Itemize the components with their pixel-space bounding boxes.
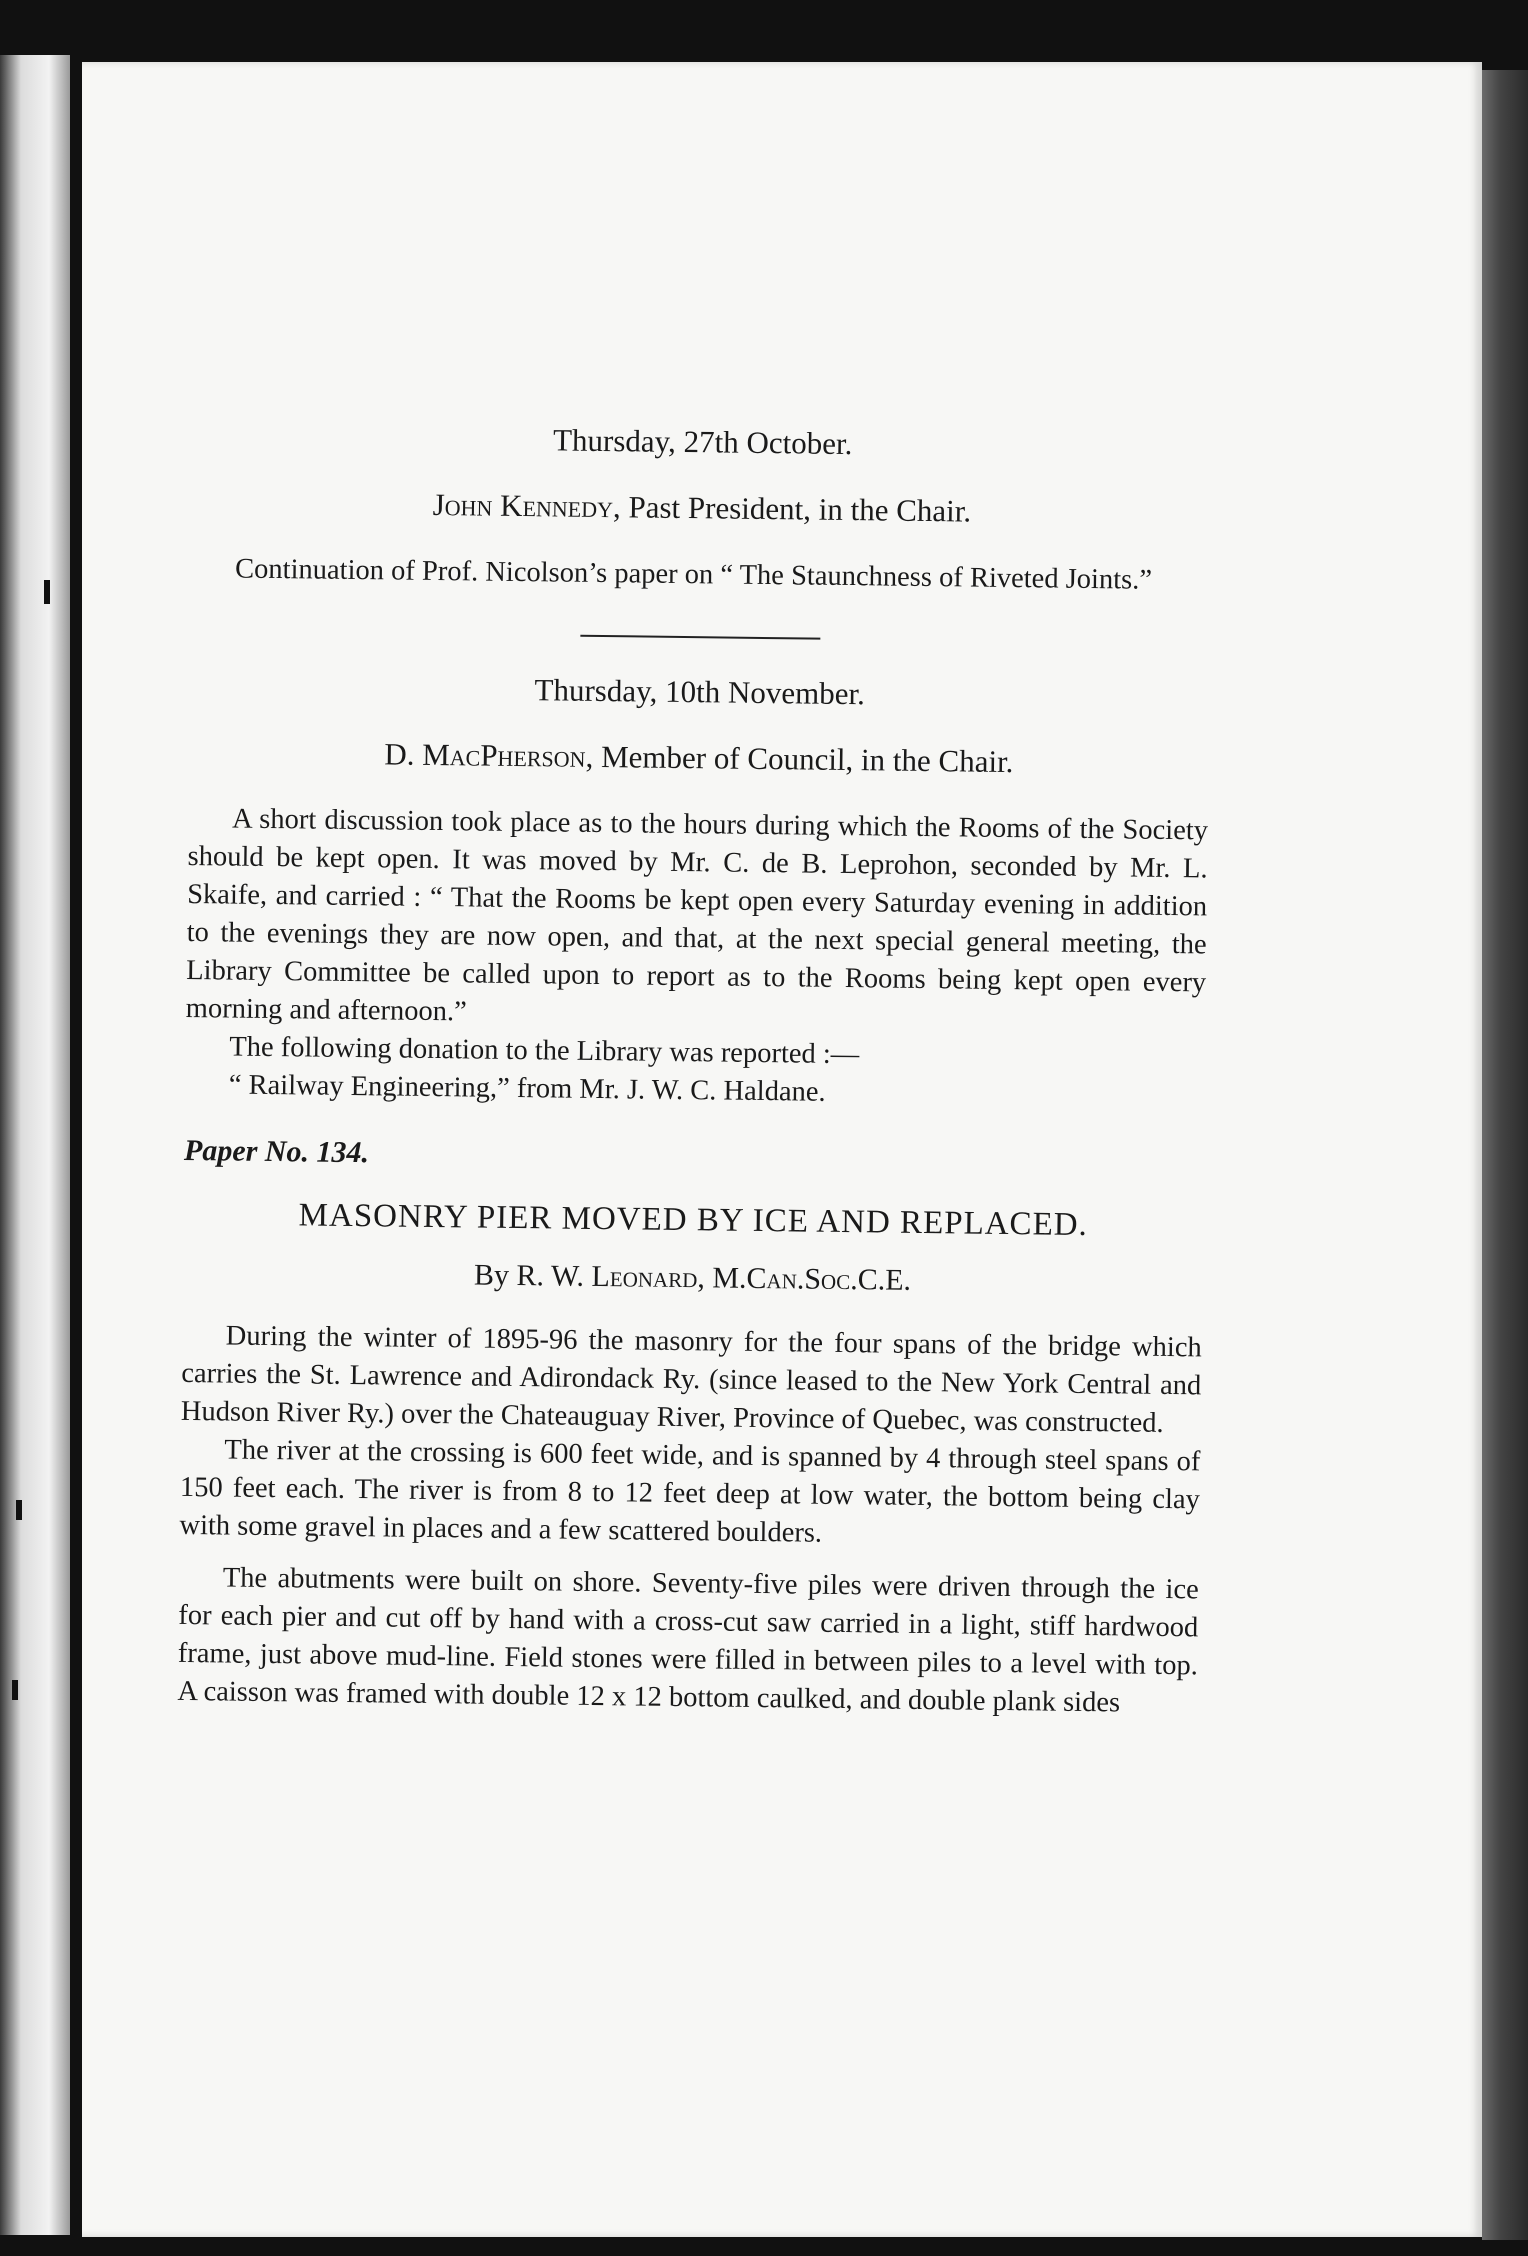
chair-role: , Member of Council, in the Chair. xyxy=(585,738,1014,780)
meeting-chair xyxy=(192,484,1212,532)
book-edge xyxy=(1482,70,1528,2240)
meeting-date: Thursday, 27th October. xyxy=(552,422,853,462)
section-divider xyxy=(580,635,820,640)
meeting-chair xyxy=(189,734,1209,782)
paper-paragraph: The abutments were built on shore. Seventy-five piles were driven through the ice for each pier and cut off by hand with a cross-cut saw carried in a light, stiff hardwood frame, just above mud-line. Field stones were filled in between piles to a level with top. A caisson was framed with double 12 x 12 bottom caulked, and double plank sides xyxy=(177,1562,1199,1719)
scan-mark xyxy=(1068,40,1090,43)
page-content xyxy=(177,418,1213,1723)
byline-prefix: By xyxy=(473,1258,517,1293)
scan-mark xyxy=(44,580,50,604)
paper-byline xyxy=(182,1255,1202,1301)
chair-name: John Kennedy xyxy=(432,486,614,525)
meeting-paragraph: Continuation of Prof. Nicolson’s paper on “ The Staunchness of Riveted Joints.” xyxy=(234,553,1153,596)
paper-title: MASONRY PIER MOVED BY ICE AND REPLACED. xyxy=(298,1197,1089,1243)
meeting-date: Thursday, 10th November. xyxy=(534,672,866,712)
paper-paragraph: During the winter of 1895-96 the masonry for the four spans of the bridge which carries the St. Lawrence and Adirondack Ry. (since leased to the New York Central and Hudson River Ry.) over the Chateauguay River, Province of Quebec, was constructed. xyxy=(180,1320,1202,1439)
left-page-edge xyxy=(0,55,70,2235)
scan-mark xyxy=(838,12,841,26)
meeting-paragraph: “ Railway Engineering,” from Mr. J. W. C. Haldane. xyxy=(228,1069,826,1108)
paper-author: R. W. Leonard, M.Can.Soc.C.E. xyxy=(516,1259,912,1297)
scan-mark xyxy=(857,8,860,60)
scan-mark xyxy=(12,1680,18,1700)
chair-role: , Past President, in the Chair. xyxy=(612,489,972,529)
paper-number: Paper No. 134. xyxy=(183,1133,370,1170)
chair-name: D. MacPherson xyxy=(384,736,586,774)
meeting-paragraph: The following donation to the Library was reported :— xyxy=(229,1031,860,1071)
meeting-paragraph: A short discussion took place as to the hours during which the Rooms of the Society should be kept open. It was moved by Mr. C. de B. Leprohon, seconded by Mr. L. Skaife, and carried : “ That the Rooms be kept open every Saturday evening in addition to the evenings they are now open, and that, at the next special general meeting, the Library Committee be called upon to report as to the Rooms being kept open every morning and afternoon.” xyxy=(185,803,1209,1028)
scan-mark xyxy=(16,1500,22,1520)
paper-paragraph: The river at the crossing is 600 feet wide, and is spanned by 4 through steel spans of 150 feet each. The river is from 8 to 12 feet deep at low water, the bottom being clay with some gravel in places and a few scattered boulders. xyxy=(179,1434,1201,1549)
